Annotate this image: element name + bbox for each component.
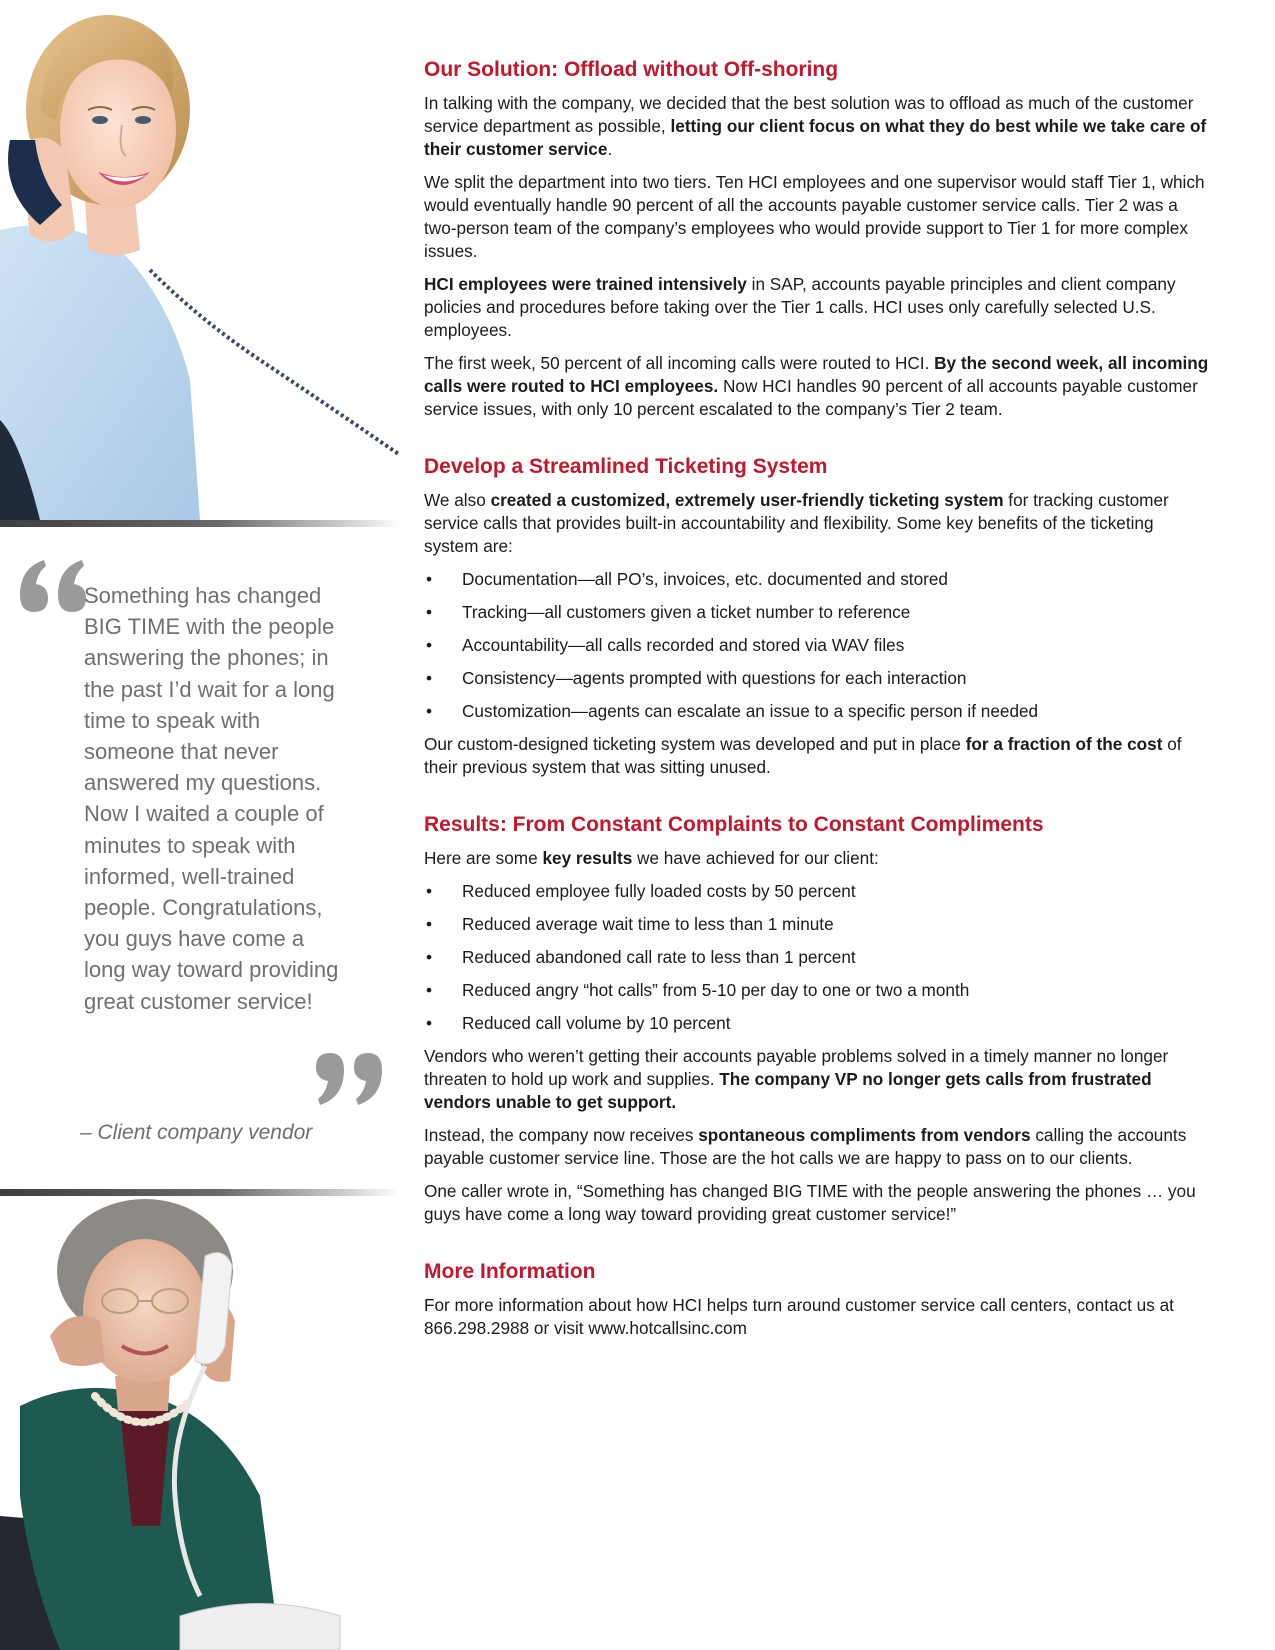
list-item: • Consistency—agents prompted with questions for each interaction [426, 668, 967, 688]
divider-bar [0, 1189, 400, 1196]
elderly-woman-on-phone-photo [0, 1196, 405, 1650]
main-content [424, 56, 1209, 1350]
list-item: • Tracking—all customers given a ticket number to reference [426, 602, 911, 622]
list-item: • Reduced call volume by 10 percent [426, 1013, 731, 1033]
list-item: • Accountability—all calls recorded and stored via WAV files [426, 635, 905, 655]
contact-paragraph: For more information about how HCI helps turn around customer service call centers, contact us at 866.298.2988 or visit www.hotcallsinc.com [424, 1295, 1174, 1338]
paragraph: Vendors who weren’t getting their accounts payable problems solved in a timely manner no longer threaten to hold up work and supplies. The company VP no longer gets calls from frustrated vendors unable to get support. [424, 1046, 1169, 1112]
benefits-list [424, 568, 1209, 723]
testimonial-quote: Something has changed BIG TIME with the people answering the phones; in the past I’d wait for a long time to speak with someone that never answered my questions. Now I waited a couple of minutes to speak with informed, well-trained people. Congratulations, you guys have come a long way toward providing great customer service! [84, 583, 339, 1014]
paragraph: Here are some key results we have achieved for our client: [424, 848, 879, 868]
section-heading-more-info: More Information [424, 1260, 596, 1283]
paragraph: We also created a customized, extremely user-friendly ticketing system for tracking customer service calls that provides built-in accountability and flexibility. Some key benefits of the ticketing system are: [424, 490, 1169, 556]
open-quote-icon [12, 540, 92, 630]
list-item: • Reduced employee fully loaded costs by 50 percent [426, 881, 856, 901]
section-heading-results: Results: From Constant Complaints to Constant Compliments [424, 813, 1044, 836]
list-item: • Customization—agents can escalate an issue to a specific person if needed [426, 701, 1039, 721]
close-quote-icon [312, 1035, 392, 1125]
list-item: • Documentation—all PO’s, invoices, etc. documented and stored [426, 569, 948, 589]
paragraph: Instead, the company now receives spontaneous compliments from vendors calling the accounts payable customer service line. Those are the hot calls we are happy to pass on to our clients. [424, 1125, 1187, 1168]
list-item: • Reduced average wait time to less than 1 minute [426, 914, 834, 934]
paragraph: One caller wrote in, “Something has changed BIG TIME with the people answering the phones … you guys have come a long way toward providing great customer service!” [424, 1181, 1196, 1224]
smiling-woman-on-phone-photo [0, 0, 405, 520]
list-item: • Reduced abandoned call rate to less than 1 percent [426, 947, 856, 967]
quote-attribution: – Client company vendor [80, 1121, 313, 1144]
paragraph: HCI employees were trained intensively in SAP, accounts payable principles and client company policies and procedures before taking over the Tier 1 calls. HCI uses only carefully selected U.S. employees. [424, 274, 1176, 340]
left-sidebar [0, 0, 405, 1650]
paragraph: Our custom-designed ticketing system was developed and put in place for a fraction of the cost of their previous system that was sitting unused. [424, 734, 1182, 777]
paragraph: We split the department into two tiers. Ten HCI employees and one supervisor would staff Tier 1, which would eventually handle 90 percent of all the accounts payable customer service calls. Tier 2 was a two-person team of the company’s employees who would provide support to Tier 1 for more complex issues. [424, 172, 1205, 261]
divider-bar [0, 520, 400, 527]
results-list [424, 880, 1209, 1035]
paragraph: In talking with the company, we decided that the best solution was to offload as much of the customer service department as possible, letting our client focus on what they do best while we take care of their customer service. [424, 93, 1207, 159]
section-heading-solution: Our Solution: Offload without Off-shoring [424, 58, 839, 81]
section-heading-ticketing: Develop a Streamlined Ticketing System [424, 455, 828, 478]
list-item: • Reduced angry “hot calls” from 5-10 per day to one or two a month [426, 980, 970, 1000]
paragraph: The first week, 50 percent of all incoming calls were routed to HCI. By the second week, all incoming calls were routed to HCI employees. Now HCI handles 90 percent of all accounts payable customer service issues, with only 10 percent escalated to the company’s Tier 2 team. [424, 353, 1209, 419]
